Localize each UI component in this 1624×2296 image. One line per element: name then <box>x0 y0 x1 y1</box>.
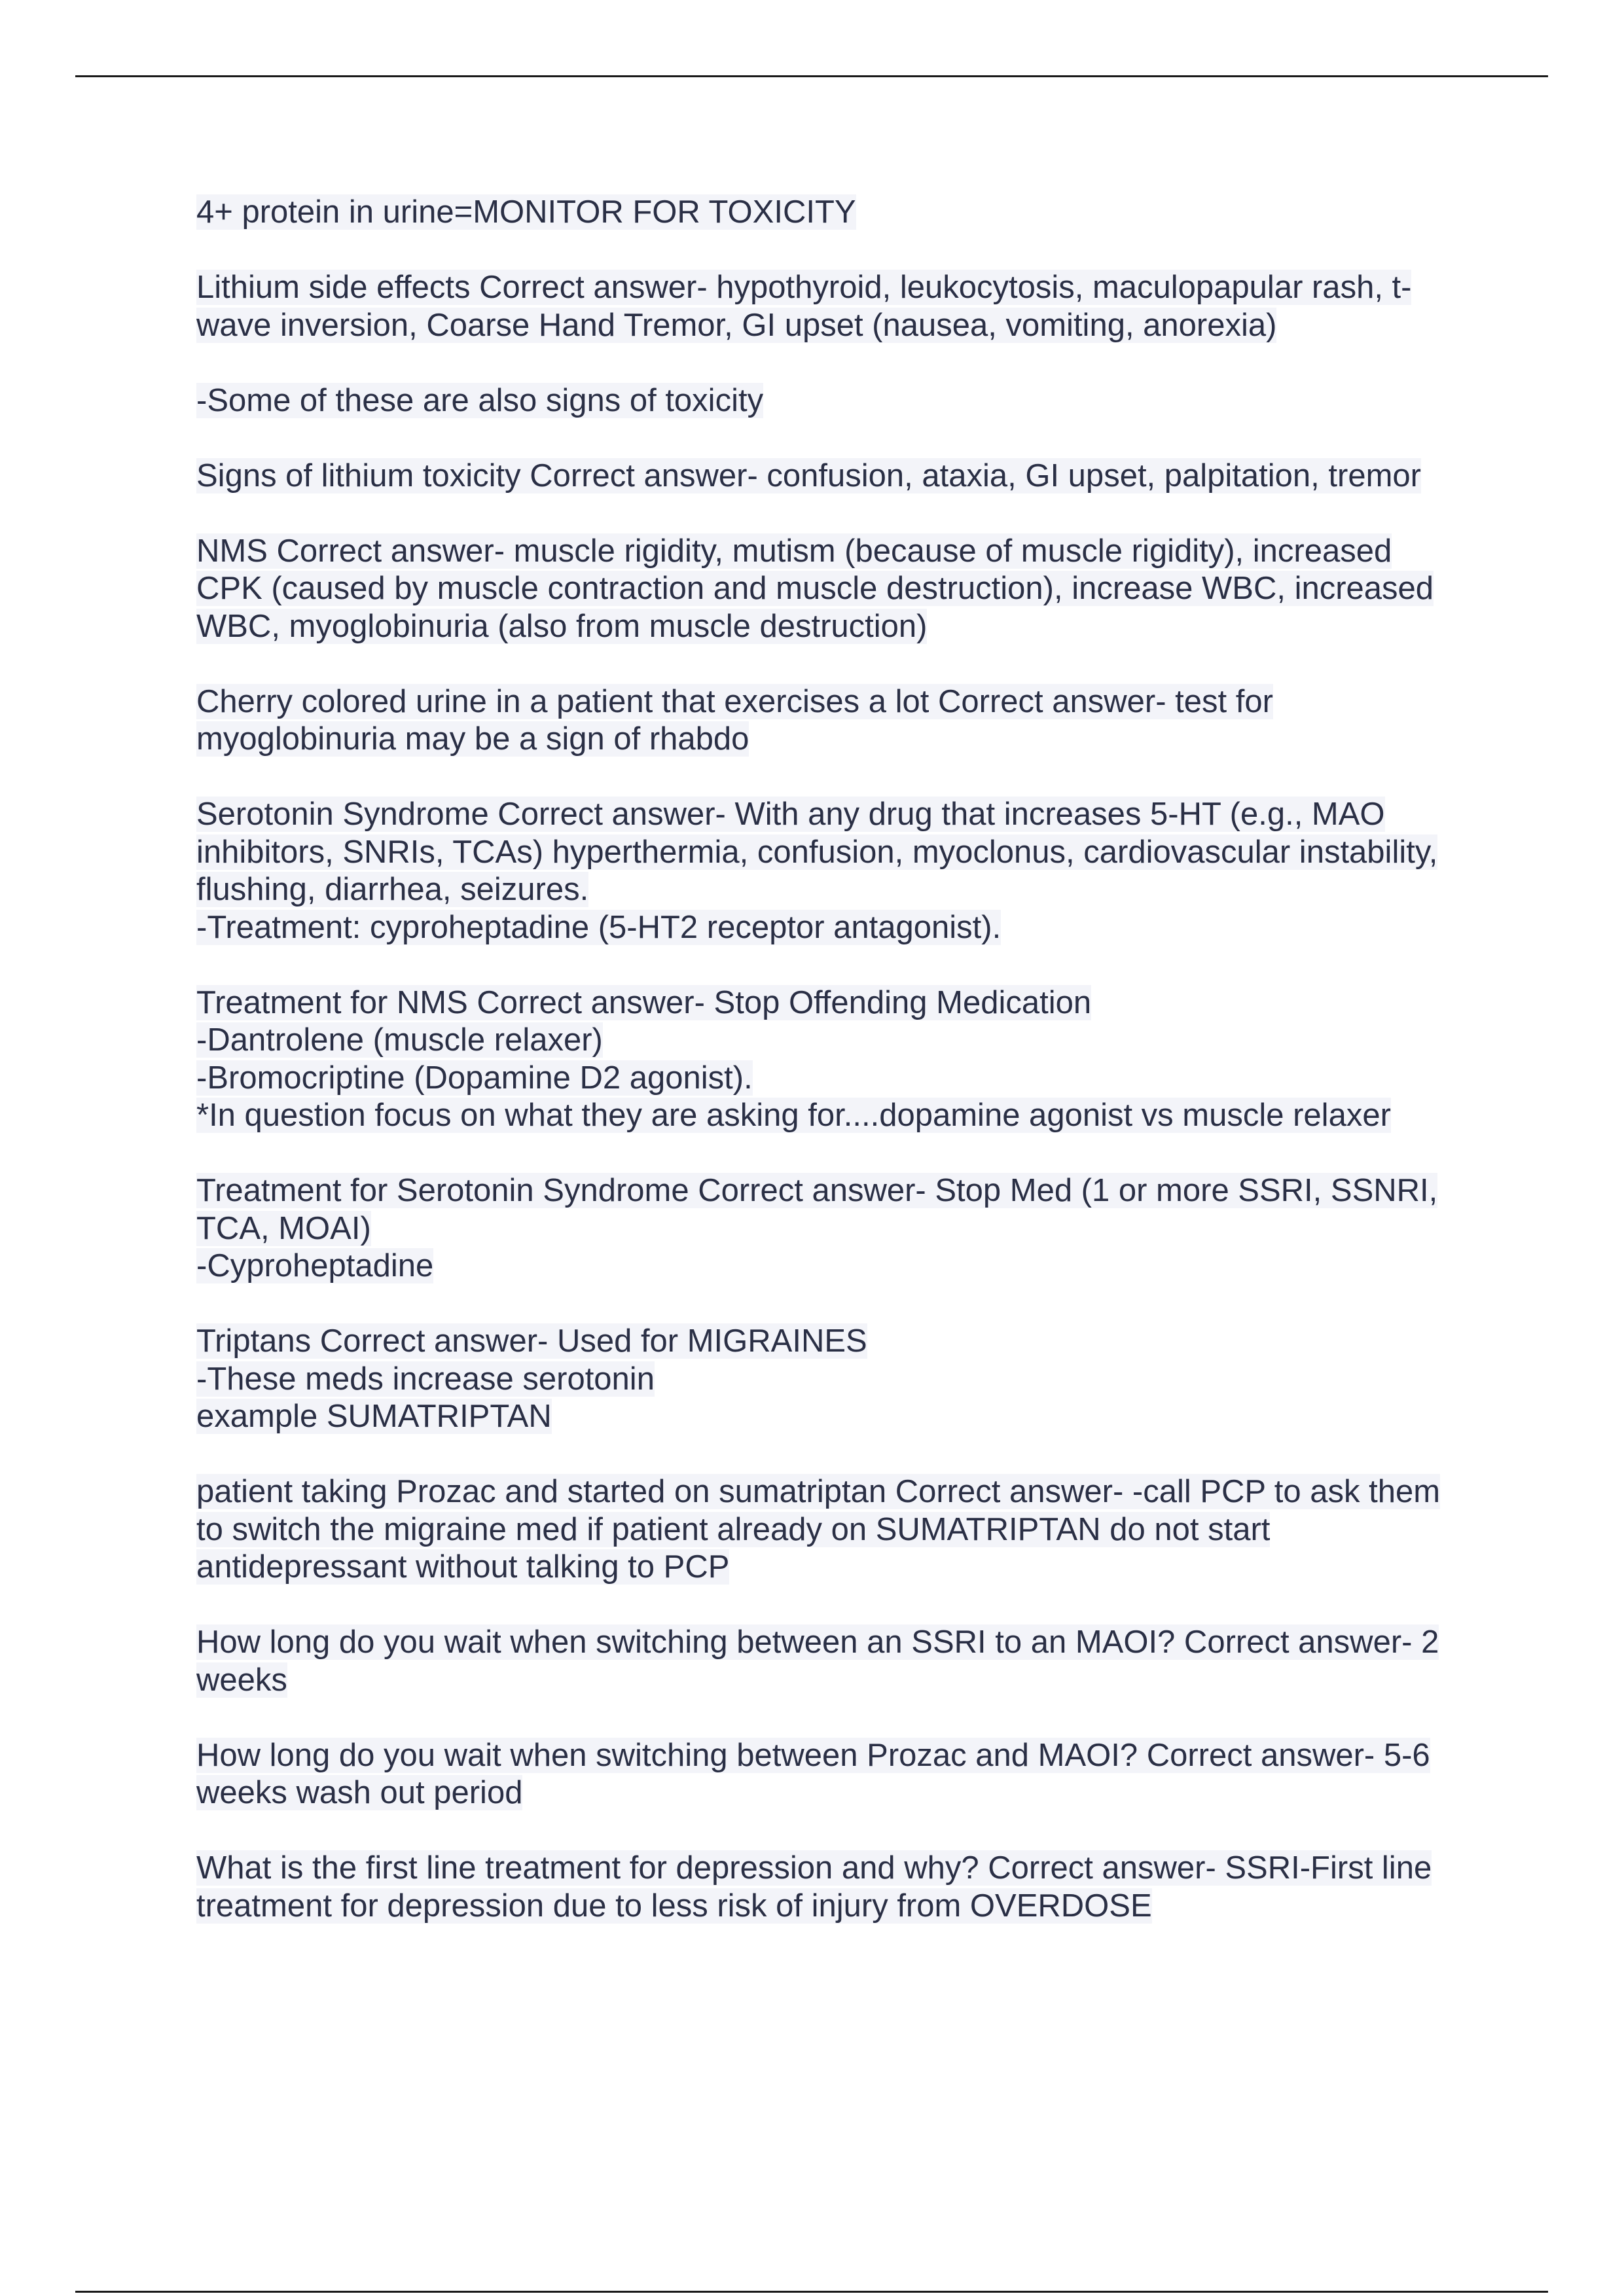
text-line: Serotonin Syndrome Correct answer- With any drug that increases 5-HT (e.g., MAO <box>196 797 1385 832</box>
text-line: -Cyproheptadine <box>196 1248 434 1283</box>
text-line: -These meds increase serotonin <box>196 1361 655 1397</box>
footer-rule <box>75 2291 1548 2293</box>
text-line: weeks <box>196 1662 287 1698</box>
flashcard-block <box>196 1624 1479 1699</box>
flashcard-block <box>196 457 1479 495</box>
text-line: treatment for depression due to less risk of injury from OVERDOSE <box>196 1888 1152 1924</box>
text-line: *In question focus on what they are asking for....dopamine agonist vs muscle relaxer <box>196 1098 1391 1133</box>
flashcard-block <box>196 1850 1479 1925</box>
text-line: CPK (caused by muscle contraction and muscle destruction), increase WBC, increased <box>196 571 1434 606</box>
text-line: to switch the migraine med if patient already on SUMATRIPTAN do not start <box>196 1511 1271 1547</box>
flashcard-block <box>196 683 1479 759</box>
text-line: Treatment for NMS Correct answer- Stop Offending Medication <box>196 984 1092 1020</box>
text-line: -Some of these are also signs of toxicity <box>196 382 764 418</box>
text-line: inhibitors, SNRIs, TCAs) hyperthermia, confusion, myoclonus, cardiovascular instability, <box>196 834 1438 870</box>
text-line: patient taking Prozac and started on sumatriptan Correct answer- -call PCP to ask them <box>196 1474 1441 1509</box>
text-line: 4+ protein in urine=MONITOR FOR TOXICITY <box>196 194 856 230</box>
text-line: How long do you wait when switching between Prozac and MAOI? Correct answer- 5-6 <box>196 1737 1430 1773</box>
text-line: example SUMATRIPTAN <box>196 1399 552 1434</box>
text-line: antidepressant without talking to PCP <box>196 1549 730 1585</box>
flashcard-block <box>196 269 1479 344</box>
flashcard-block <box>196 1473 1479 1587</box>
text-line: Triptans Correct answer- Used for MIGRAINES <box>196 1323 867 1359</box>
flashcard-block <box>196 1323 1479 1436</box>
flashcard-block <box>196 194 1479 232</box>
flashcard-block <box>196 1172 1479 1285</box>
text-line: Treatment for Serotonin Syndrome Correct answer- Stop Med (1 or more SSRI, SSNRI, <box>196 1173 1438 1208</box>
text-line: How long do you wait when switching between an SSRI to an MAOI? Correct answer- 2 <box>196 1624 1439 1660</box>
flashcard-block <box>196 533 1479 646</box>
text-line: Signs of lithium toxicity Correct answer- confusion, ataxia, GI upset, palpitation, tremor <box>196 457 1421 493</box>
text-line: -Dantrolene (muscle relaxer) <box>196 1022 603 1058</box>
text-line: weeks wash out period <box>196 1775 523 1810</box>
flashcard-block <box>196 984 1479 1135</box>
document-body <box>196 194 1479 1963</box>
flashcard-block <box>196 796 1479 946</box>
text-line: -Treatment: cyproheptadine (5-HT2 receptor antagonist). <box>196 909 1001 945</box>
text-line: Cherry colored urine in a patient that exercises a lot Correct answer- test for <box>196 683 1273 719</box>
flashcard-block <box>196 1737 1479 1812</box>
text-line: wave inversion, Coarse Hand Tremor, GI upset (nausea, vomiting, anorexia) <box>196 307 1277 343</box>
text-line: WBC, myoglobinuria (also from muscle destruction) <box>196 608 928 644</box>
text-line: NMS Correct answer- muscle rigidity, mutism (because of muscle rigidity), increased <box>196 533 1392 569</box>
text-line: Lithium side effects Correct answer- hypothyroid, leukocytosis, maculopapular rash, t- <box>196 270 1412 305</box>
text-line: myoglobinuria may be a sign of rhabdo <box>196 721 749 757</box>
text-line: TCA, MOAI) <box>196 1210 371 1246</box>
flashcard-block <box>196 382 1479 420</box>
text-line: What is the first line treatment for depression and why? Correct answer- SSRI-First line <box>196 1850 1432 1886</box>
header-rule <box>75 75 1548 77</box>
text-line: -Bromocriptine (Dopamine D2 agonist). <box>196 1060 753 1096</box>
text-line: flushing, diarrhea, seizures. <box>196 872 589 907</box>
